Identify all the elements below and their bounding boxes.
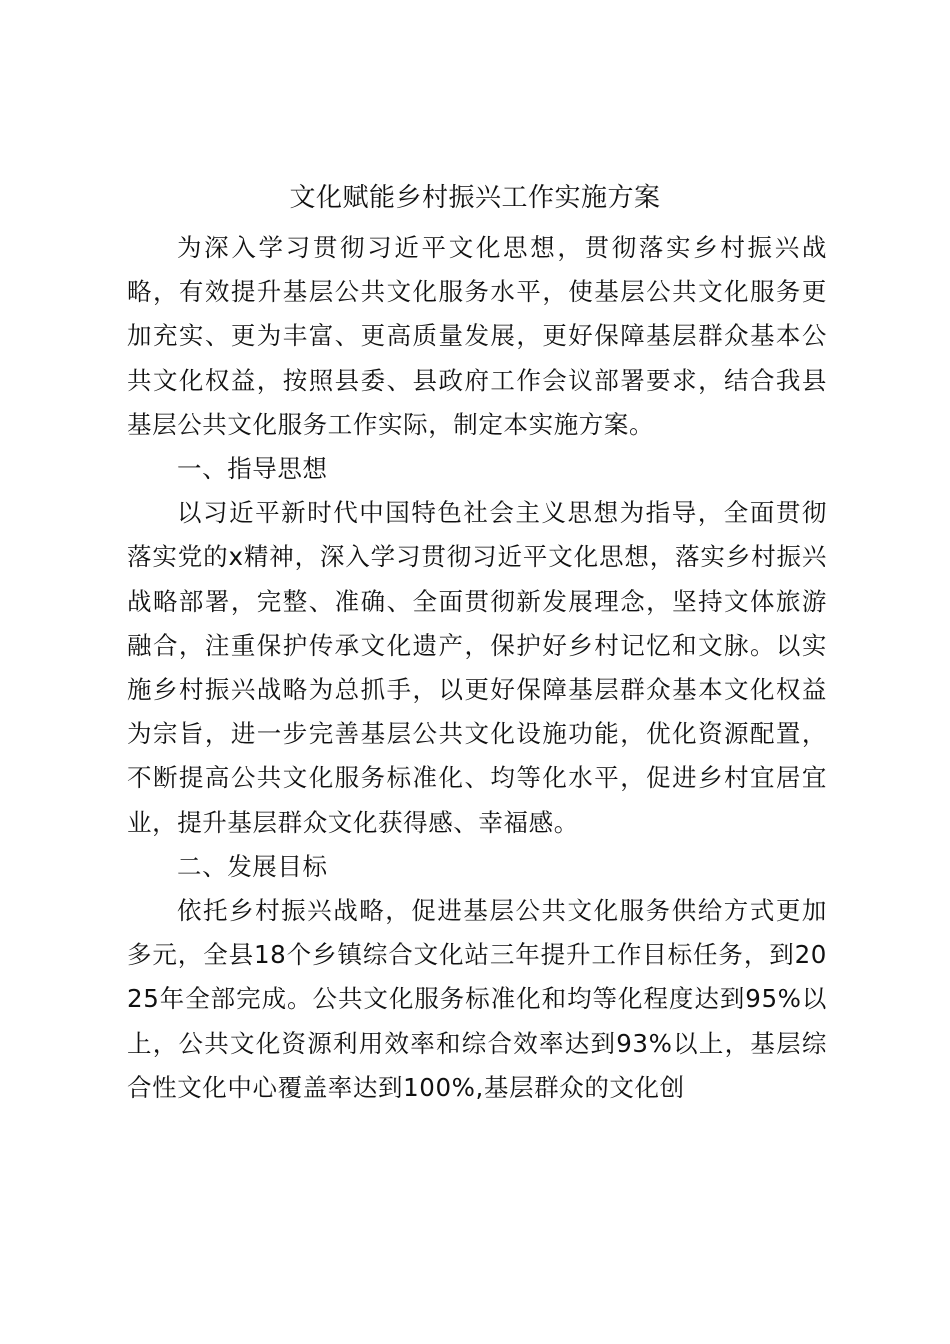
section-paragraph-guiding-ideology: 以习近平新时代中国特色社会主义思想为指导，全面贯彻落实党的x精神，深入学习贯彻习近平文化思想，落实乡村振兴战略部署，完整、准确、全面贯彻新发展理念，坚持文体旅游融合，注重保护传承文化遗产，保护好乡村记忆和文脉。以实施乡村振兴战略为总抓手，以更好保障基层群众基本文化权益为宗旨，进一步完善基层公共文化设施功能，优化资源配置，不断提高公共文化服务标准化、均等化水平，促进乡村宜居宜业，提升基层群众文化获得感、幸福感。 bbox=[127, 498, 827, 837]
section-paragraph-development-goals: 依托乡村振兴战略，促进基层公共文化服务供给方式更加多元，全县18个乡镇综合文化站三年提升工作目标任务，到2025年全部完成。公共文化服务标准化和均等化程度达到95%以上，公共文化资源利用效率和综合效率达到93%以上，基层综合性文化中心覆盖率达到100%,基层群众的文化创 bbox=[127, 896, 827, 1102]
intro-paragraph: 为深入学习贯彻习近平文化思想，贯彻落实乡村振兴战略，有效提升基层公共文化服务水平，使基层公共文化服务更加充实、更为丰富、更高质量发展，更好保障基层群众基本公共文化权益，按照县委、县政府工作会议部署要求，结合我县基层公共文化服务工作实际，制定本实施方案。 bbox=[127, 233, 827, 439]
document-title: 文化赋能乡村振兴工作实施方案 bbox=[289, 183, 661, 213]
section-heading-development-goals: 二、发展目标 bbox=[177, 851, 328, 881]
document-body bbox=[127, 226, 827, 1110]
section-heading-guiding-ideology: 一、指导思想 bbox=[177, 454, 328, 484]
